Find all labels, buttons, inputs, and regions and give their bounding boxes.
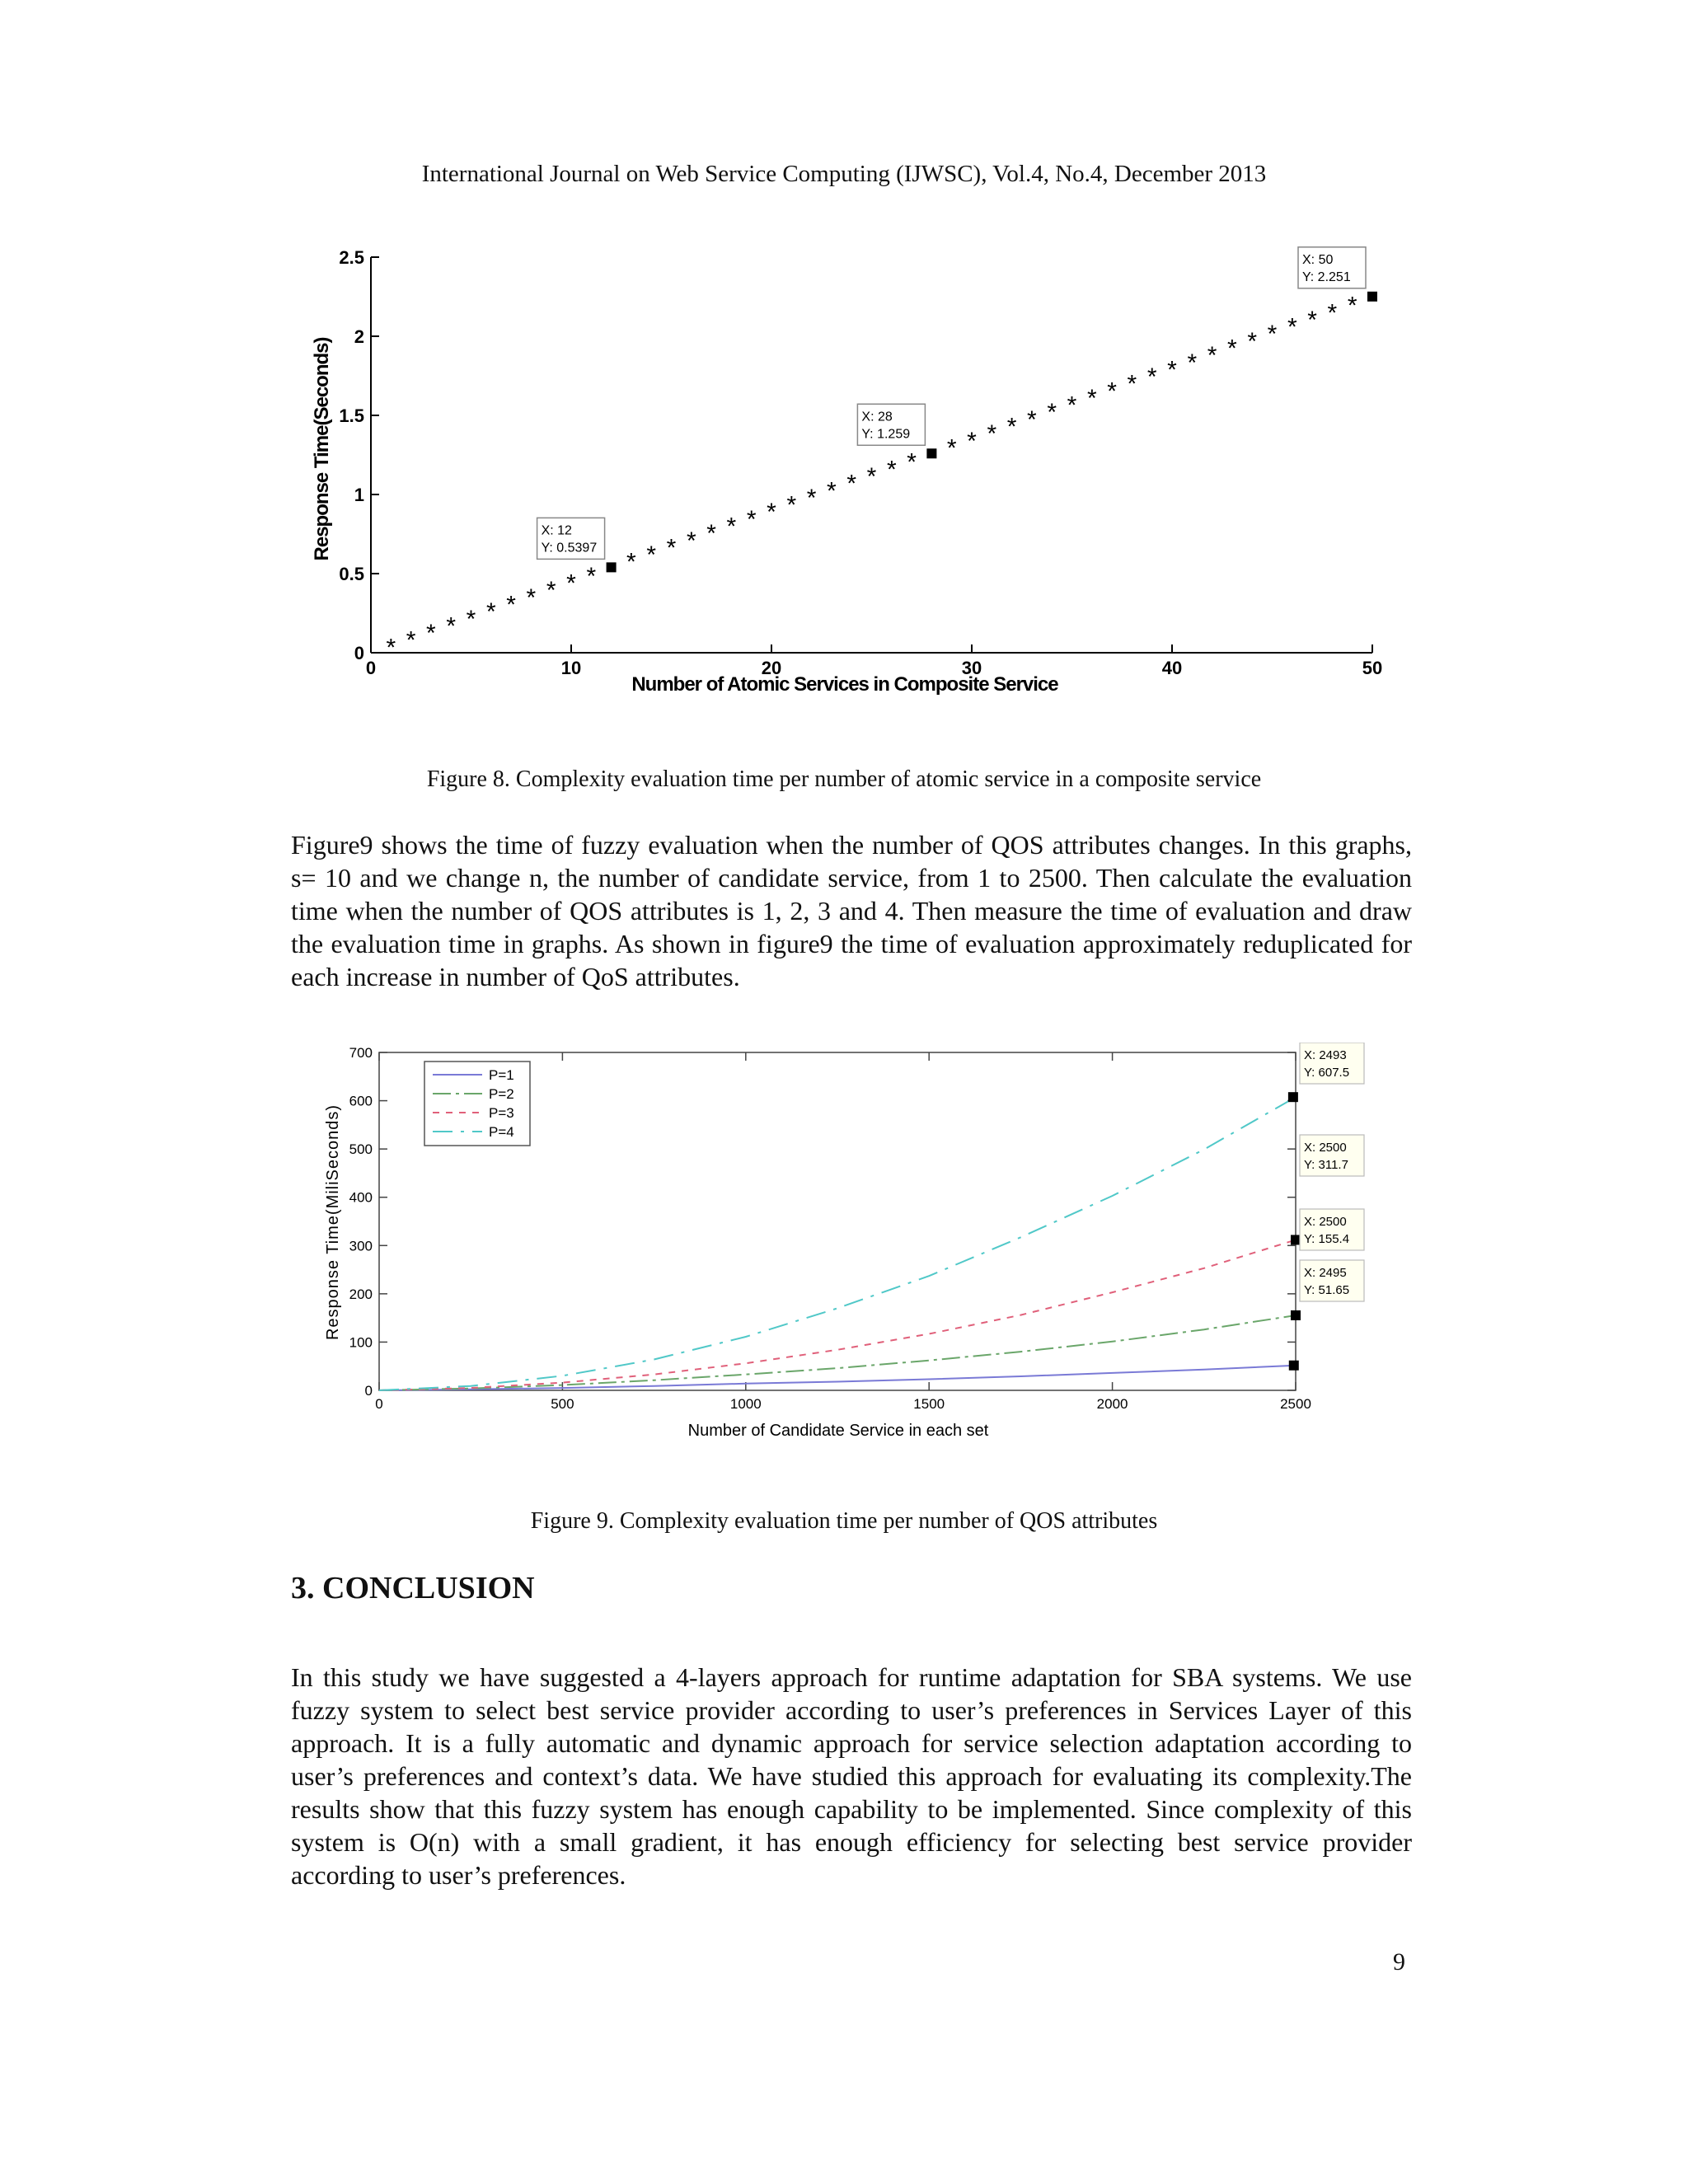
figure-8-data-point: * xyxy=(1086,384,1097,412)
figure-8-x-tick-label: 0 xyxy=(365,658,377,678)
figure-8-data-point: * xyxy=(786,491,797,519)
figure-9-datatip-x: X: 2500 xyxy=(1304,1215,1347,1229)
figure-9-x-tick-label: 0 xyxy=(375,1396,383,1412)
section-heading-title: ONCLUSION xyxy=(345,1571,535,1605)
figure-9-datatip-x: X: 2500 xyxy=(1304,1141,1347,1155)
figure-8-data-point: * xyxy=(706,520,716,548)
figure-8-data-point: * xyxy=(987,420,997,448)
figure-9-x-tick-label: 1000 xyxy=(729,1396,762,1412)
figure-9-datatip-marker xyxy=(1288,1092,1298,1102)
figure-8-data-point: * xyxy=(827,477,837,505)
figure-8-x-tick-label: 30 xyxy=(961,658,982,678)
figure-8-data-point: * xyxy=(1287,313,1297,341)
figure-9-datatip-y: Y: 155.4 xyxy=(1304,1232,1350,1246)
figure-9-legend xyxy=(424,1062,530,1146)
figure-9-y-axis-label: Response Time(MiliSeconds) xyxy=(324,1104,342,1341)
figure-8-data-point: * xyxy=(466,605,476,633)
figure-9-legend-label: P=4 xyxy=(489,1124,514,1140)
figure-9-y-tick-label: 400 xyxy=(349,1189,373,1206)
figure-9-datatip-y: Y: 607.5 xyxy=(1304,1066,1350,1080)
figure-8-data-point: * xyxy=(1187,349,1198,377)
figure-9-datatip-marker xyxy=(1291,1310,1301,1320)
figure-9-datatip-marker xyxy=(1289,1361,1299,1371)
figure-9-y-tick-label: 0 xyxy=(364,1383,373,1399)
section-heading-conclusion xyxy=(291,1570,535,1606)
figure-8-data-point: * xyxy=(1107,377,1117,405)
figure-9-series-line xyxy=(379,1240,1296,1390)
figure-8-data-point: * xyxy=(767,499,776,527)
figure-8-caption: Figure 8. Complexity evaluation time per number of atomic service in a composite service xyxy=(426,766,1262,792)
figure-8-data-point: * xyxy=(1027,405,1037,434)
figure-8-axes xyxy=(371,257,1372,653)
figure-8-data-point: * xyxy=(526,583,537,612)
figure-8-datatip-marker xyxy=(926,448,936,458)
figure-8-data-point: * xyxy=(546,577,556,605)
figure-8-x-axis-label: Number of Atomic Services in Composite Service xyxy=(631,673,1058,696)
figure-9-datatip-x: X: 2495 xyxy=(1304,1266,1347,1280)
figure-9-x-tick-label: 2000 xyxy=(1096,1396,1128,1412)
figure-9-datatip-y: Y: 311.7 xyxy=(1304,1158,1348,1172)
figure-8-points xyxy=(386,293,1357,662)
figure-8-data-point: * xyxy=(967,427,977,455)
running-header: International Journal on Web Service Computing (IJWSC), Vol.4, No.4, December 2013 xyxy=(421,161,1267,187)
figure-8-x-tick-label: 50 xyxy=(1362,658,1383,678)
figure-8-data-point: * xyxy=(686,527,696,555)
page-number: 9 xyxy=(1393,1948,1405,1975)
figure-9-legend-label: P=3 xyxy=(489,1105,514,1121)
figure-8-data-point: * xyxy=(646,541,657,569)
figure-8-datatip-x: X: 50 xyxy=(1302,252,1334,267)
figure-8-data-point: * xyxy=(746,505,757,533)
figure-8-datatip-x: X: 28 xyxy=(861,410,893,424)
figure-8-data-point: * xyxy=(666,534,677,562)
figure-8-data-point: * xyxy=(586,562,597,590)
figure-8-datatip-x: X: 12 xyxy=(541,523,572,538)
figure-8-data-point: * xyxy=(1267,321,1278,349)
figure-8-data-point: * xyxy=(806,484,817,512)
figure-8-data-point: * xyxy=(386,634,396,662)
figure-9-x-axis-label: Number of Candidate Service in each set xyxy=(687,1422,989,1440)
figure-8-datatip-y: Y: 0.5397 xyxy=(541,541,598,555)
figure-8-data-point: * xyxy=(946,434,957,462)
figure-8-y-axis-label: Response Time(Seconds) xyxy=(311,337,333,561)
figure-8-data-point: * xyxy=(1207,342,1217,370)
figure-9-legend-label: P=1 xyxy=(489,1067,514,1083)
figure-8-chart xyxy=(297,239,1401,717)
figure-8-data-point: * xyxy=(907,448,917,476)
figure-8-data-point: * xyxy=(886,456,897,484)
figure-8-data-point: * xyxy=(566,569,576,598)
figure-8-y-tick-label: 0.5 xyxy=(339,564,364,584)
figure-9-datatip-marker xyxy=(1291,1235,1301,1244)
figure-9-y-tick-label: 300 xyxy=(349,1238,373,1254)
figure-9-y-tick-label: 700 xyxy=(349,1045,373,1061)
figure-8-data-point: * xyxy=(1067,391,1077,419)
figure-9-x-tick-label: 500 xyxy=(551,1396,574,1412)
figure-8-data-point: * xyxy=(1247,327,1258,355)
figure-8-datatip-marker xyxy=(1367,292,1377,302)
figure-8-data-point: * xyxy=(1146,363,1157,391)
figure-9-datatips xyxy=(1288,1043,1364,1371)
figure-8-data-point: * xyxy=(1167,356,1177,384)
figure-8-y-tick-label: 1 xyxy=(354,485,364,505)
figure-8-data-point: * xyxy=(1227,335,1237,363)
figure-9-datatip-x: X: 2493 xyxy=(1304,1048,1347,1062)
figure-8-data-point: * xyxy=(846,470,857,498)
figure-8-data-point: * xyxy=(406,626,416,654)
figure-8-data-point: * xyxy=(626,548,636,576)
figure-8-y-tick-label: 1.5 xyxy=(339,405,364,426)
figure-9-datatip-y: Y: 51.65 xyxy=(1304,1283,1350,1297)
figure-8-data-point: * xyxy=(1006,413,1017,441)
figure-9-y-tick-label: 600 xyxy=(349,1093,373,1109)
figure-8-data-point: * xyxy=(446,612,457,640)
figure-9-y-tick-label: 500 xyxy=(349,1141,373,1158)
figure-8-y-tick-label: 2.5 xyxy=(339,247,364,268)
figure-9-x-tick-label: 1500 xyxy=(913,1396,945,1412)
figure-8-data-point: * xyxy=(485,598,496,626)
figure-9-legend-label: P=2 xyxy=(489,1086,514,1102)
figure-8-data-point: * xyxy=(426,620,436,648)
body-paragraph-2: In this study we have suggested a 4-layers approach for runtime adaptation for SBA systems. We use fuzzy system to select best service provider according to user’s preferences in Services Layer of this approach. It is a fully automatic and dynamic approach for service selection adaptation according to user’s preferences and context’s data. We have studied this approach for evaluating its complexity.The results show that this fuzzy system has enough capability to be implemented. Since complexity of this system is O(n) with a small gradient, it has enough efficiency for selecting best service provider according to user’s preferences. xyxy=(291,1662,1412,1890)
figure-9-series-line xyxy=(379,1315,1296,1390)
figure-8-x-tick-label: 40 xyxy=(1161,658,1183,678)
figure-9-caption: Figure 9. Complexity evaluation time per number of QOS attributes xyxy=(530,1508,1158,1534)
figure-8-datatip-marker xyxy=(607,562,617,572)
section-heading-number: 3. C xyxy=(291,1571,345,1605)
figure-9-y-tick-label: 100 xyxy=(349,1334,373,1351)
figure-8-x-tick-label: 20 xyxy=(761,658,782,678)
figure-8-data-point: * xyxy=(726,513,737,541)
body-paragraph-1: Figure9 shows the time of fuzzy evaluation when the number of QOS attributes changes. In this graphs, s= 10 and we change n, the number of candidate service, from 1 to 2500. Then calculate the evaluation time when the number of QOS attributes is 1, 2, 3 and 4. Then measure the time of evaluation and draw the evaluation time in graphs. As shown in figure9 the time of evaluation approximately reduplicated for each increase in number of QoS attributes. xyxy=(291,830,1412,991)
figure-8-data-point: * xyxy=(1307,306,1317,334)
figure-8-data-point: * xyxy=(866,463,877,490)
figure-8-data-point: * xyxy=(1047,399,1057,427)
figure-8-y-tick-label: 0 xyxy=(354,643,364,663)
figure-8-datatip-y: Y: 2.251 xyxy=(1302,269,1351,284)
figure-8-datatips xyxy=(537,247,1377,573)
figure-9-y-tick-label: 200 xyxy=(349,1286,373,1302)
figure-8-datatip-y: Y: 1.259 xyxy=(861,427,911,442)
figure-8-data-point: * xyxy=(1327,299,1338,327)
figure-8-y-tick-label: 2 xyxy=(354,326,364,347)
figure-8-x-tick-label: 10 xyxy=(560,658,582,678)
figure-8-data-point: * xyxy=(1127,370,1137,398)
figure-9-chart xyxy=(313,1043,1385,1446)
figure-9-x-tick-label: 2500 xyxy=(1280,1396,1311,1412)
figure-8-data-point: * xyxy=(1347,292,1357,320)
figure-8-data-point: * xyxy=(506,591,516,619)
